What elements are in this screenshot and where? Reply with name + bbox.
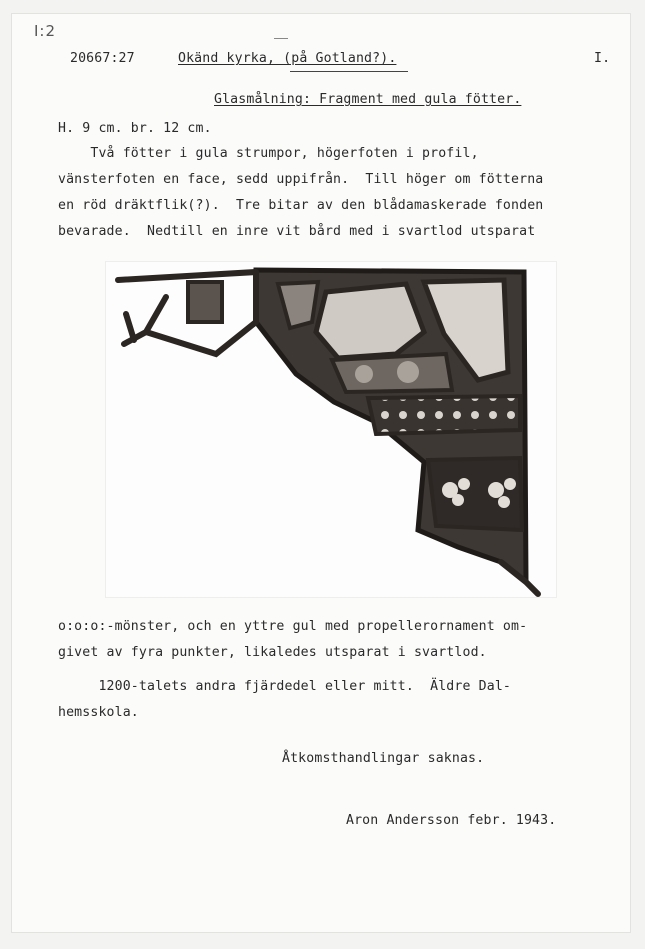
punch-mark <box>274 38 288 39</box>
location-heading: Okänd kyrka, (på Gotland?). <box>178 51 397 66</box>
location-double-underline <box>290 71 408 72</box>
description-line-1: Två fötter i gula strumpor, högerfoten i profil, <box>58 146 479 161</box>
continuation-line-2: givet av fyra punkter, likaledes utsparat i svartlod. <box>58 645 487 660</box>
dating-line-2: hemsskola. <box>58 705 139 720</box>
corner-mark: I:2 <box>34 22 57 40</box>
description-line-3: en röd dräktflik(?). Tre bitar av den blådamaskerade fonden <box>58 198 544 213</box>
dating-line-1: 1200-talets andra fjärdedel eller mitt. Äldre Dal- <box>58 679 512 694</box>
description-line-4: bevarade. Nedtill en inre vit bård med i svartlod utsparat <box>58 224 536 239</box>
signature: Aron Andersson febr. 1943. <box>346 813 557 828</box>
glass-fragment-image <box>106 262 556 597</box>
subject-heading: Glasmålning: Fragment med gula fötter. <box>214 92 522 107</box>
glass-fragment-photo <box>106 262 556 597</box>
continuation-line-1: o:o:o:-mönster, och en yttre gul med propellerornament om- <box>58 619 528 634</box>
catalogue-card <box>12 14 630 932</box>
dimensions: H. 9 cm. br. 12 cm. <box>58 121 212 136</box>
provenance-note: Åtkomsthandlingar saknas. <box>282 751 485 766</box>
description-line-2: vänsterfoten en face, sedd uppifrån. Till höger om fötterna <box>58 172 544 187</box>
part-number: I. <box>594 51 611 66</box>
inventory-number: 20667:27 <box>70 51 135 66</box>
